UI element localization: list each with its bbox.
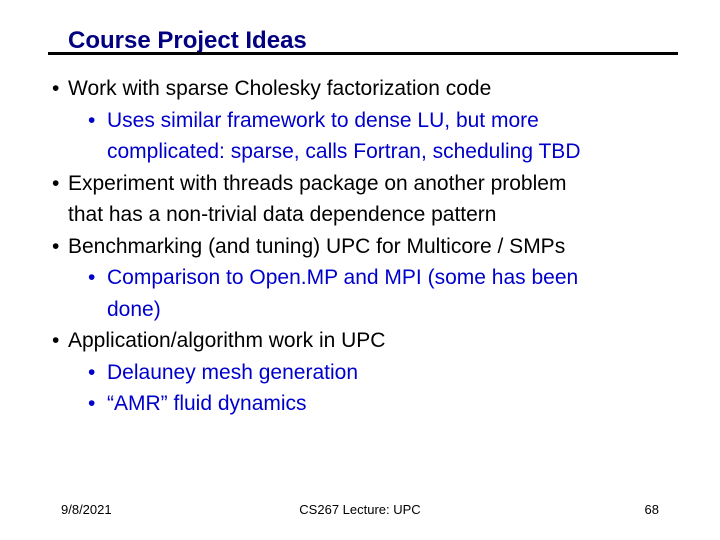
bullet-text: Work with sparse Cholesky factorization code bbox=[68, 77, 492, 100]
footer-date: 9/8/2021 bbox=[61, 502, 112, 517]
bullet-item bbox=[0, 325, 720, 357]
bullet-text: Benchmarking (and tuning) UPC for Multicore / SMPs bbox=[68, 234, 566, 258]
bullet-text: “AMR” fluid dynamics bbox=[107, 392, 307, 415]
bullet-glyph: • bbox=[52, 329, 60, 352]
footer-lecture-title: CS267 Lecture: UPC bbox=[299, 502, 421, 517]
bullet-glyph: • bbox=[52, 234, 60, 258]
bullet-item bbox=[0, 231, 720, 263]
bullet-text: Uses similar framework to dense LU, but more bbox=[107, 108, 539, 132]
footer-page-number: 68 bbox=[644, 502, 659, 517]
sub-bullet-item bbox=[0, 105, 720, 168]
bullet-text: Application/algorithm work in UPC bbox=[68, 329, 386, 352]
bullet-glyph: • bbox=[88, 108, 96, 132]
slide-title: Course Project Ideas bbox=[68, 27, 307, 54]
sub-bullet-item bbox=[0, 388, 720, 420]
bullet-glyph: • bbox=[88, 360, 96, 384]
bullet-text: Experiment with threads package on another problem bbox=[68, 171, 567, 195]
bullet-text: that has a non-trivial data dependence pattern bbox=[68, 203, 497, 226]
bullet-glyph: • bbox=[88, 266, 96, 289]
bullet-glyph: • bbox=[52, 77, 60, 100]
bullet-glyph: • bbox=[88, 392, 96, 415]
bullet-text: Comparison to Open.MP and MPI (some has been bbox=[107, 266, 579, 289]
bullet-item bbox=[0, 73, 720, 105]
bullet-text: complicated: sparse, calls Fortran, scheduling TBD bbox=[107, 140, 581, 163]
bullet-text: done) bbox=[107, 297, 161, 321]
sub-bullet-item bbox=[0, 262, 720, 325]
bullet-list bbox=[0, 73, 720, 420]
bullet-glyph: • bbox=[52, 171, 60, 195]
sub-bullet-item bbox=[0, 357, 720, 389]
bullet-text: Delauney mesh generation bbox=[107, 360, 358, 384]
title-underline bbox=[48, 52, 678, 55]
bullet-item bbox=[0, 168, 720, 231]
